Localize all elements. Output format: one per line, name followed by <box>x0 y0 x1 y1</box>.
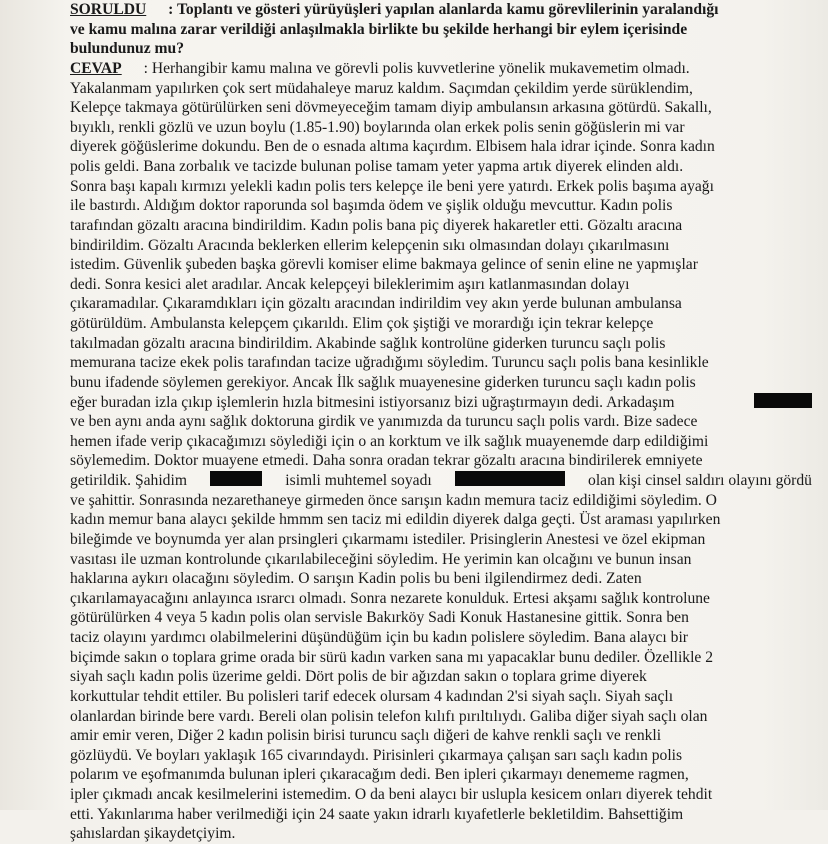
answer-line: etti. Yakınlarıma haber verilmediği için 24 saate yakın idrarlı kıyafetlerle bekletildim. Bahsettiğim <box>70 805 684 823</box>
answer-line: haklarına aykırı olacağını söyledim. O sarışın Kadin polis bu beni ilgilendirmez dedi. Zaten <box>70 570 642 588</box>
answer-line: kadın memur bana alaycı şekilde hmmm sen taciz mi edildin diyerek dalga geçti. Üst araması yapılırken <box>70 511 721 529</box>
answer-line: ve şahittir. Sonrasında nezarethaneye girmeden önce sarışın kadın memura taciz edildiğimi söyledim. O <box>70 491 717 509</box>
answer-line: bileğimde ve boynumda yer alan prsingleri çıkarmamı istediler. Prisinglerin Anestesi ve özel ekipman <box>70 530 706 548</box>
answer-line: Yakalanmam yapılırken çok sert müdahaleye maruz kaldım. Saçımdan çekildim yerde sürüklendim, <box>70 79 693 97</box>
answer-line: Sonra başı kapalı kırmızı yelekli kadın polis ters kelepçe ile beni yere yatırdı. Erkek polis başıma ayağı <box>70 177 714 195</box>
redaction-box <box>754 393 812 408</box>
answer-line-witness: getirildik. Şahidim isimli muhtemel soyadı olan kişi cinsel saldırı olayını gördü <box>70 472 812 489</box>
answer-line-final: şahıslardan şikaydetçiyim. <box>70 825 236 843</box>
question-section <box>70 0 810 59</box>
answer-line: gözlüydü. Ve boyları yaklaşık 165 civarındaydı. Pirisinleri çıkarmaya çalışan sarı saçlı kadın polis <box>70 746 683 764</box>
answer-line: tarafından gözaltı aracına bindirildim. Kadın polis bana piç diyerek hakaretler etti. Gözaltı aracına <box>70 216 683 234</box>
answer-line: siyah saçlı kadın polis üzerime geldi. Dört polis de bir ağızdan sakın o toplara grime diyerek <box>70 668 647 686</box>
answer-line: Kelepçe takmaya götürülürken seni dövmeyeceğim tamam diyip ambulansın arkasına götürdü. Sakallı, <box>70 99 712 117</box>
answer-line: çıkaramadılar. Çıkaramdıkları için gözaltı aracından indirildim vey akın yerde bulunan ambulansa <box>70 295 682 313</box>
question-label: SORULDU <box>70 1 147 18</box>
answer-line: bindirildim. Gözaltı Aracında beklerken ellerim kelepçenin sıkı olmasından dolayı çıkarılmasını <box>70 236 670 254</box>
answer-text-1: : Herhangibir kamu malına ve görevli polis kuvvetlerine yönelik mukavemetim olmadı. <box>143 59 690 77</box>
answer-line: olanlardan birinde bere vardı. Bereli olan polisin telefon kılıfı pırıltılıydı. Galiba diğer siyah saçlı olan <box>70 707 708 725</box>
redaction-box <box>455 471 565 486</box>
answer-line: memurana tacize ekek polis tarafından tacize uğradığımı söyledim. Turuncu saçlı polis bana kesinlikle <box>70 354 709 372</box>
question-line-2: ve kamu malına zarar verildiği anlaşılmakla birlikte bu şekilde herhangi bir eylem içerisinde <box>70 20 688 38</box>
answer-line: bıyıklı, renkli gözlü ve uzun boylu (1.85-1.90) boylarında olan erkek polis senin göğüslerin mi var <box>70 118 685 136</box>
answer-line: eğer buradan izla çıkıp işlemlerin hızla bitmesini istiyorsanız bizi uğraştırmayın dedi. Arkadaşım <box>70 393 812 413</box>
answer-line: polarım ve eşofmanımda bulunan ipleri çıkaracağım dedi. Ben ipleri çıkarmayı denememe ragmen, <box>70 766 689 784</box>
answer-line: taciz olayını yardımcı olabilmelerini düşündüğüm için bu kadın polislere söyledim. Bana alaycı bir <box>70 629 688 646</box>
answer-line: söylemedim. Doktor muayene etmedi. Daha sonra oradan tekrar gözaltı aracına bindirilerek emniyete <box>70 452 703 470</box>
answer-line: ve ben aynı anda aynı sağlık doktoruna girdik ve yanımızda da turuncu saçlı polis vardı. Bize sadece <box>70 413 698 431</box>
answer-line: götürülürken 4 veya 5 kadın polis olan servisle Bakırköy Sadi Konuk Hastanesine gittik. Sonra ben <box>70 609 689 627</box>
answer-line: hemen ifade verip çıkacağımızı söylediği için o an korktum ve ilk sağlık muayenemde darp edildiğimi <box>70 432 709 450</box>
answer-line: bunu ifadende söylemen gerekiyor. Ancak İlk sağlık muayenesine giderken turuncu saçlı kadın polis <box>70 373 696 391</box>
redaction-box <box>210 471 262 486</box>
question-text-1: : Toplantı ve gösteri yürüyüşleri yapılan alanlarda kamu görevlilerinin yaralandığı <box>168 1 719 18</box>
answer-line: takılmadan gözaltı aracına bindirildim. Akabinde sağlık kontrolüne giderken turuncu saçlı polis <box>70 334 666 352</box>
question-line-3: bulundunuz mu? <box>70 40 184 58</box>
answer-line-1 <box>70 59 812 79</box>
answer-line: korkuttular tehdit ettiler. Bu polisleri tarif edecek olursam 4 kadından 2'si siyah saçlı. Siyah saçlı <box>70 687 674 705</box>
answer-line: polis geldi. Bana zorbalık ve tacizde bulunan polise tamam yeter yapma artık diyerek elinden aldı. <box>70 158 684 175</box>
answer-section <box>70 59 810 844</box>
answer-line: dedi. Sonra kesici alet aradılar. Ancak kelepçeyi bileklerimim aşırı katlanmasından dolayı <box>70 275 630 293</box>
answer-line: diyerek göğüslerime dokundu. Ben de o esnada altıma kaçırdım. Elbisem hala idrar içinde. Sonra kadın <box>70 138 715 156</box>
answer-line: çıkarılamayacağını anlayınca ısrarcı olmadı. Sonra nezarete konulduk. Ertesi akşamı sağlık kontrolune <box>70 589 710 607</box>
answer-label: CEVAP <box>70 59 122 77</box>
answer-line: götürüldüm. Ambulansta kelepçem çıkarıldı. Elim çok şiştiği ve morardığı için tekrar kelepçe <box>70 315 654 332</box>
answer-line: amir emir veren, Diğer 2 kadın polisin birisi turuncu saçlı diğeri de kahve renkli saçlı ve renkli <box>70 727 662 745</box>
answer-line: vasıtası ile uzman kontrolunde çıkarılabileceğini söyledim. He yerimin kan olcağını ve bunun insan <box>70 550 692 568</box>
statement-text <box>70 0 810 844</box>
answer-line: ile bastırdı. Aldığım doktor raporunda sol başımda ödem ve şişlik olduğu mevcuttur. Kadın polis <box>70 197 673 215</box>
answer-line: ipler çıkmadı ancak kesilmelerini istemedim. O da beni alaycı bir uslupla kesicem onları diyerek tehdit <box>70 786 713 803</box>
answer-line: biçimde sakın o toplara grime orada bir sürü kadın varken sana mı yapacaklar bunu dediler. Özellikle 2 <box>70 648 714 666</box>
question-line-1 <box>70 0 812 20</box>
answer-line: istedim. Güvenlik şubeden başka görevli komiser elime bakmaya gelince of senin eline ne yapmışlar <box>70 256 698 274</box>
